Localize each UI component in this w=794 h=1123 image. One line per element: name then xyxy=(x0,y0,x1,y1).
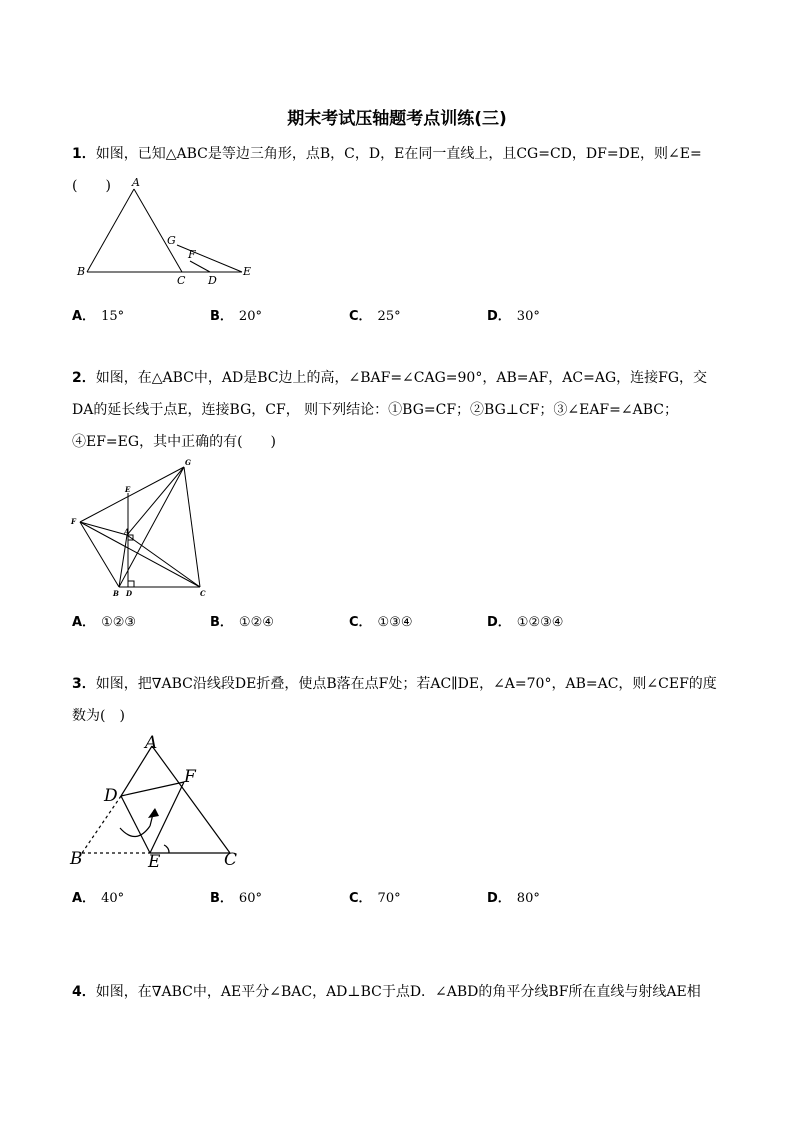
question-4 xyxy=(72,976,724,1008)
option-b[interactable]: B． ①②④ xyxy=(210,615,274,630)
label-b: B xyxy=(70,849,83,869)
question-text: 如图，在∇ABC中，AE平分∠BAC，AD⊥BC于点D．∠ABD的角平分线BF所在直线与射线AE相 xyxy=(95,984,701,1000)
question-text: 如图，在△ABC中，AD是BC边上的高，∠BAF=∠CAG=90°，AB=AF，AC=AG，连接FG，交DA的延长线于点E，连接BG，CF， 则下列结论：①BG=CF；②BG⊥CF；③∠EAF=∠ABC；④EF=EG，其中正确的有( ) xyxy=(72,370,708,450)
label-f: F xyxy=(188,248,196,261)
figure-q1 xyxy=(72,172,262,296)
option-d[interactable]: D． 80° xyxy=(487,891,540,906)
label-b: B xyxy=(77,265,86,278)
options-q1 xyxy=(72,305,724,329)
option-b[interactable]: B． 20° xyxy=(210,309,262,324)
option-c[interactable]: C． ①③④ xyxy=(349,615,413,630)
label-e: E xyxy=(125,485,131,494)
option-d[interactable]: D． ①②③④ xyxy=(487,615,564,630)
label-f: F xyxy=(71,517,76,526)
label-d: D xyxy=(208,274,217,287)
label-e: E xyxy=(243,265,252,278)
label-a: A xyxy=(145,734,158,753)
label-c: C xyxy=(200,589,206,598)
label-e: E xyxy=(148,852,161,872)
question-text: 如图，把∇ABC沿线段DE折叠，使点B落在点F处；若AC∥DE，∠A=70°，AB=AC，则∠CEF的度数为( ) xyxy=(72,676,717,724)
question-number: 1． xyxy=(72,146,96,162)
figure-q2 xyxy=(66,455,226,609)
question-number: 2． xyxy=(72,370,96,386)
option-a[interactable]: A． 40° xyxy=(72,891,125,906)
question-number: 3． xyxy=(72,676,96,692)
label-g: G xyxy=(185,458,191,467)
option-a[interactable]: A． ①②③ xyxy=(72,615,137,630)
label-d: D xyxy=(126,589,133,598)
label-a: A xyxy=(132,176,140,189)
figure-q3 xyxy=(66,734,246,878)
label-a: A xyxy=(124,527,130,536)
question-number: 4． xyxy=(72,984,96,1000)
question-3 xyxy=(72,668,724,732)
label-b: B xyxy=(113,589,119,598)
label-d: D xyxy=(104,786,118,806)
label-c: C xyxy=(224,850,238,870)
option-b[interactable]: B． 60° xyxy=(210,891,262,906)
label-g: G xyxy=(167,234,176,247)
option-c[interactable]: C． 70° xyxy=(349,891,401,906)
label-f: F xyxy=(184,767,196,787)
option-c[interactable]: C． 25° xyxy=(349,309,401,324)
question-text: 如图，已知△ABC是等边三角形，点B，C，D，E在同一直线上，且CG=CD，DF=DE，则∠E=( ) xyxy=(72,146,702,194)
question-2 xyxy=(72,362,724,458)
options-q2 xyxy=(72,611,724,635)
option-a[interactable]: A． 15° xyxy=(72,309,125,324)
page-title: 期末考试压轴题考点训练(三) xyxy=(287,109,507,129)
options-q3 xyxy=(72,887,724,911)
option-d[interactable]: D． 30° xyxy=(487,309,540,324)
label-c: C xyxy=(177,274,186,287)
